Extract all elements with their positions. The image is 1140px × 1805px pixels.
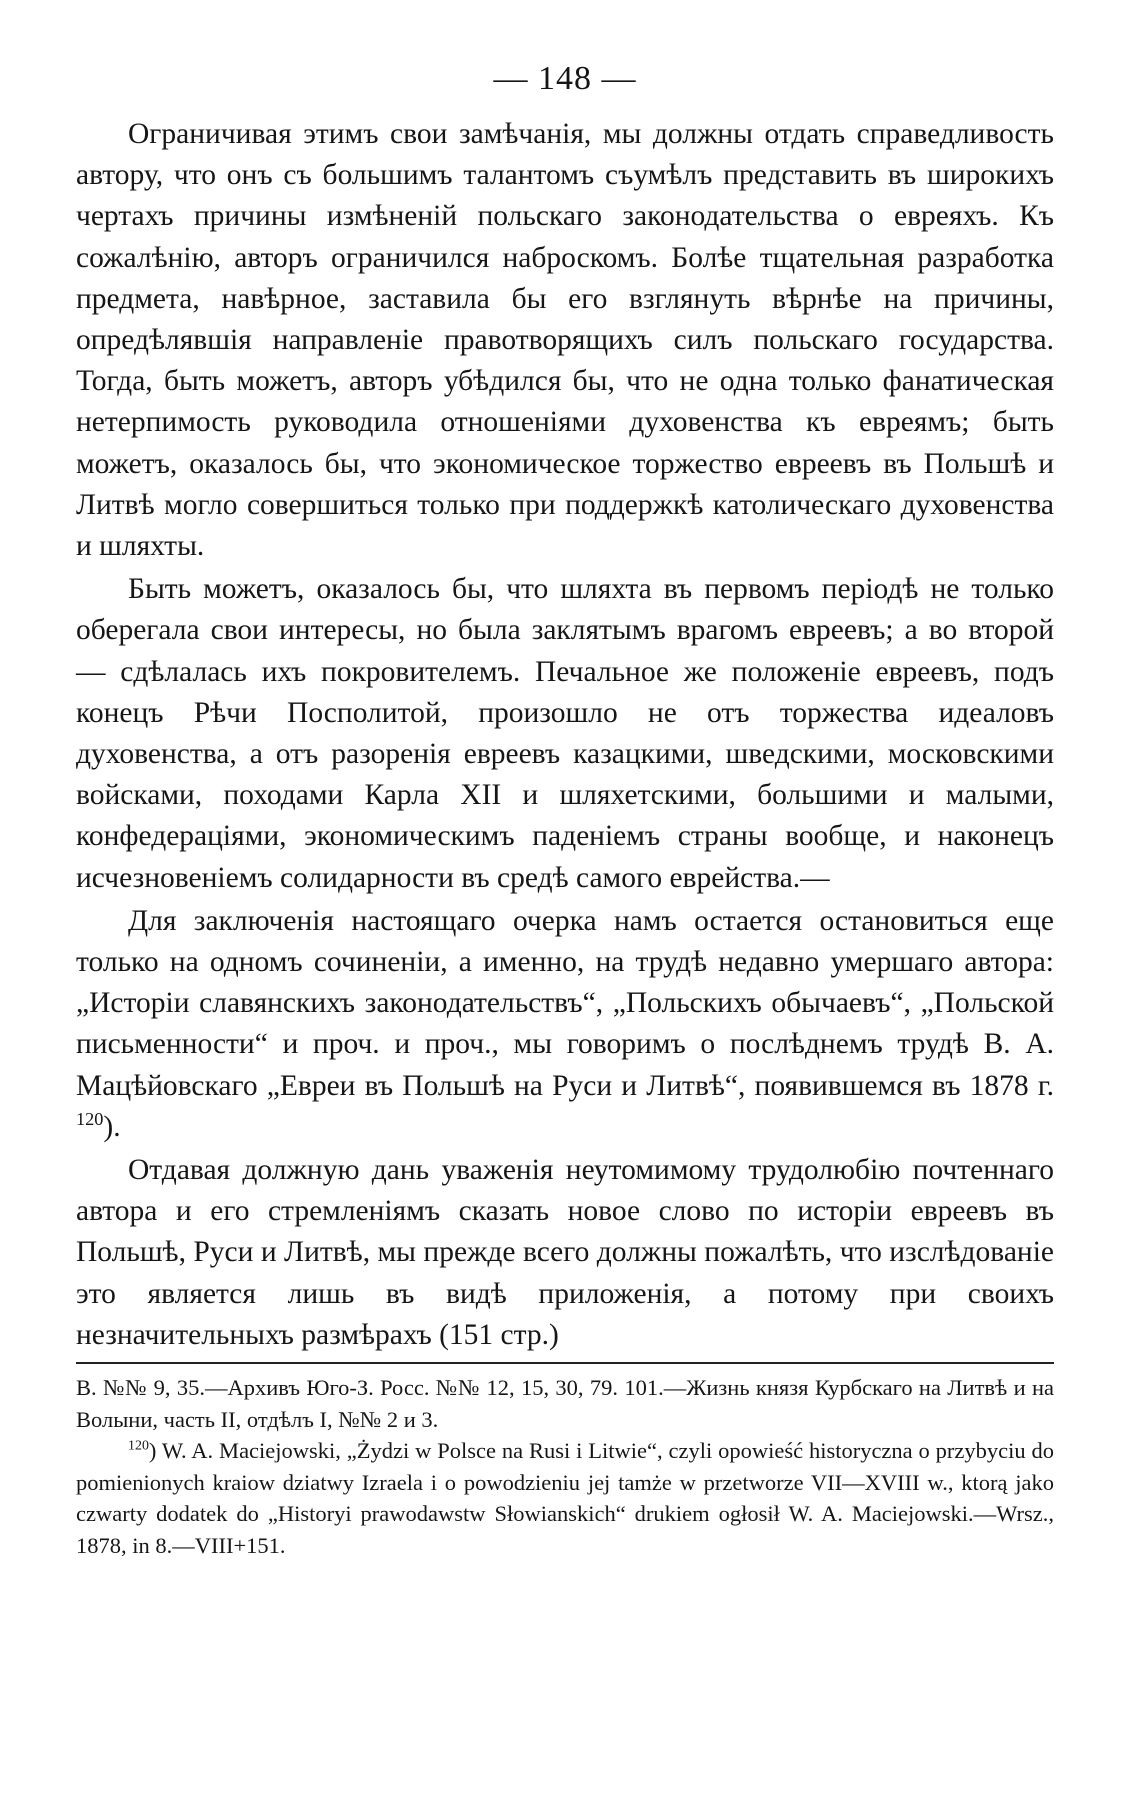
footnote-reference-120: 120 [76, 1109, 104, 1130]
footnotes [76, 1372, 1054, 1561]
footnote-120 [76, 1435, 1054, 1561]
paragraph-2: Быть можетъ, оказалось бы, что шляхта въ первомъ періодѣ не только оберегала свои интересы, но была заклятымъ врагомъ евреевъ; а во второй — сдѣлалась ихъ покровителемъ. Печальное же положеніе евреевъ, подъ конецъ Рѣчи Посполитой, произошло не отъ торжества идеаловъ духовенства, а отъ разоренія евреевъ казацкими, шведскими, московскими войсками, походами Карла XII и шляхетскими, большими и малыми, конфедераціями, экономическимъ паденіемъ страны вообще, и наконецъ исчезновеніемъ солидарности въ средѣ самого еврейства.— [76, 573, 1054, 894]
paragraph-3-end: ). [103, 1110, 121, 1143]
main-text [76, 114, 1054, 1356]
paragraph-3 [76, 901, 1054, 1148]
paragraph-1: Ограничивая этимъ свои замѣчанія, мы должны отдать справедливость автору, что онъ съ большимъ талантомъ съумѣлъ представить въ широкихъ чертахъ причины измѣненій польскаго законодательства о евреяхъ. Къ сожалѣнію, авторъ ограничился наброскомъ. Болѣе тщательная разработка предмета, навѣрное, заставила бы его взглянуть вѣрнѣе на причины, опредѣлявшія направленіе правотворящихъ силъ польскаго государства. Тогда, быть можетъ, авторъ убѣдился бы, что не одна только фанатическая нетерпимость руководила отношеніями духовенства къ евреямъ; быть можетъ, оказалось бы, что экономическое торжество евреевъ въ Польшѣ и Литвѣ могло совершиться только при поддержкѣ католическаго духовенства и шляхты. [76, 118, 1054, 563]
footnote-separator-rule [76, 1362, 1054, 1364]
footnote-marker-120: 120 [128, 1438, 149, 1454]
book-page [76, 58, 1054, 1561]
footnote-continuation: В. №№ 9, 35.—Архивъ Юго-З. Росс. №№ 12, 15, 30, 79. 101.—Жизнь князя Курбскаго на Литвѣ и на Волыни, часть II, отдѣлъ I, №№ 2 и 3. [76, 1375, 1054, 1432]
page-number: — 148 — [493, 60, 637, 97]
footnote-120-text: W. A. Maciejowski, „Żydzi w Polsce na Rusi i Litwie“, czyli opowieść historyczna o przybyciu do pomienionych kraiow dziatwy Izraela i o powodzieniu jej tamże w przetworze VII—XVIII w., ktorą jako czwarty dodatek do „Historyi prawodawstw Słowianskich“ drukiem ogłosił W. A. Maciejowski.—Wrsz., 1878, in 8.—VIII+151. [76, 1438, 1054, 1558]
footnote-marker-paren: ) [148, 1438, 157, 1464]
paragraph-4: Отдавая должную дань уваженія неутомимому трудолюбію почтеннаго автора и его стремленіямъ сказать новое слово по исторіи евреевъ въ Польшѣ, Руси и Литвѣ, мы прежде всего должны пожалѣть, что изслѣдованіе это является лишь въ видѣ приложенія, а потому при своихъ незначительныхъ размѣрахъ (151 стр.) [76, 1154, 1054, 1351]
paragraph-3-text: Для заключенія настоящаго очерка намъ остается остановиться еще только на одномъ сочиненіи, а именно, на трудѣ недавно умершаго автора: „Исторіи славянскихъ законодательствъ“, „Польскихъ обычаевъ“, „Польской письменности“ и проч. и проч., мы говоримъ о послѣднемъ трудѣ В. А. Мацѣйовскаго „Евреи въ Польшѣ на Руси и Литвѣ“, появившемся въ 1878 г. [76, 904, 1054, 1102]
